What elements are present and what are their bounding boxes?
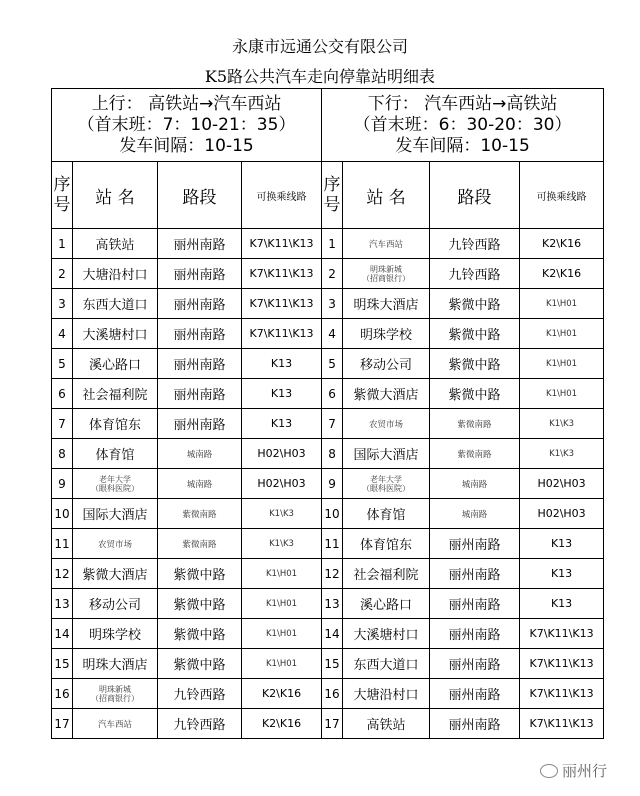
col-transfer: 可换乘线路 [520,162,604,229]
row-number: 11 [322,529,343,559]
row-number: 1 [52,229,73,259]
station-name: 溪心路口 [343,589,430,619]
station-name: 紫微大酒店 [73,559,158,589]
row-number: 12 [322,559,343,589]
row-number: 2 [52,259,73,289]
transfer-lines: K13 [242,409,322,439]
station-name: 东西大道口 [343,649,430,679]
road-name: 丽州南路 [158,379,242,409]
transfer-lines: K7\K11\K13 [520,619,604,649]
station-name: 农贸市场 [343,409,430,439]
row-number: 5 [322,349,343,379]
station-name: 明珠学校 [73,619,158,649]
row-number: 2 [322,259,343,289]
station-name: 大塘沿村口 [343,679,430,709]
col-road: 路段 [430,162,520,229]
table-row [52,379,604,409]
row-number: 7 [52,409,73,439]
transfer-lines: K7\K11\K13 [242,319,322,349]
station-name: 汽车西站 [73,709,158,739]
row-number: 9 [52,469,73,499]
road-name: 丽州南路 [158,229,242,259]
station-name: 国际大酒店 [343,439,430,469]
road-name: 紫微中路 [158,649,242,679]
upbound-interval: 发车间隔：10-15 [119,135,254,156]
road-name: 紫微中路 [430,289,520,319]
row-number: 17 [322,709,343,739]
table-row [52,619,604,649]
upbound-header [52,89,322,162]
row-number: 10 [52,499,73,529]
road-name: 紫微南路 [430,439,520,469]
table-row [52,589,604,619]
row-number: 4 [322,319,343,349]
road-name: 九铃西路 [158,709,242,739]
table-row [52,409,604,439]
road-name: 紫微中路 [158,619,242,649]
road-name: 丽州南路 [430,619,520,649]
station-name: 明珠新城 （招商银行） [73,679,158,709]
road-name: 丽州南路 [158,319,242,349]
transfer-lines: K1\H01 [520,289,604,319]
col-transfer: 可换乘线路 [242,162,322,229]
col-seq: 序号 [322,162,343,229]
row-number: 9 [322,469,343,499]
row-number: 1 [322,229,343,259]
transfer-lines: K13 [520,529,604,559]
station-name: 体育馆东 [73,409,158,439]
transfer-lines: K1\H01 [242,559,322,589]
table-row [52,289,604,319]
row-number: 7 [322,409,343,439]
transfer-lines: K13 [242,349,322,379]
transfer-lines: H02\H03 [520,469,604,499]
station-name: 大溪塘村口 [343,619,430,649]
row-number: 16 [322,679,343,709]
station-name: 明珠大酒店 [343,289,430,319]
table-row [52,499,604,529]
road-name: 九铃西路 [430,259,520,289]
station-name: 明珠学校 [343,319,430,349]
row-number: 8 [322,439,343,469]
row-number: 6 [52,379,73,409]
table-row [52,649,604,679]
station-name: 体育馆东 [343,529,430,559]
transfer-lines: K7\K11\K13 [242,259,322,289]
transfer-lines: K7\K11\K13 [520,679,604,709]
road-name: 丽州南路 [158,289,242,319]
upbound-direction: 上行： 高铁站→汽车西站 [91,93,282,114]
station-name: 移动公司 [73,589,158,619]
transfer-lines: K13 [520,559,604,589]
transfer-lines: K1\K3 [242,529,322,559]
table-title: K5路公共汽车走向停靠站明细表 [204,67,436,86]
transfer-lines: K1\H01 [520,319,604,349]
station-name: 农贸市场 [73,529,158,559]
row-number: 16 [52,679,73,709]
road-name: 丽州南路 [430,529,520,559]
row-number: 10 [322,499,343,529]
road-name: 丽州南路 [430,559,520,589]
table-row [52,679,604,709]
station-name: 高铁站 [73,229,158,259]
road-name: 城南路 [430,469,520,499]
row-number: 15 [322,649,343,679]
transfer-lines: K2\K16 [242,709,322,739]
station-name: 大塘沿村口 [73,259,158,289]
station-name: 汽车西站 [343,229,430,259]
station-name: 体育馆 [343,499,430,529]
station-name: 老年大学 （眼科医院） [73,469,158,499]
row-number: 13 [52,589,73,619]
table-row [52,229,604,259]
transfer-lines: H02\H03 [242,469,322,499]
table-row [52,259,604,289]
table-row [52,559,604,589]
downbound-interval: 发车间隔：10-15 [395,135,530,156]
col-station: 站 名 [343,162,430,229]
upbound-times: （首末班：7：10-21：35） [77,114,296,135]
transfer-lines: K2\K16 [242,679,322,709]
road-name: 紫微南路 [430,409,520,439]
table-row [52,529,604,559]
row-number: 12 [52,559,73,589]
transfer-lines: K1\H01 [520,379,604,409]
station-name: 溪心路口 [73,349,158,379]
column-header-row [52,162,604,229]
table-row [52,349,604,379]
road-name: 九铃西路 [158,679,242,709]
transfer-lines: K1\H01 [520,349,604,379]
transfer-lines: K13 [242,379,322,409]
station-name: 体育馆 [73,439,158,469]
table-row [52,469,604,499]
row-number: 8 [52,439,73,469]
row-number: 5 [52,349,73,379]
transfer-lines: K1\H01 [242,589,322,619]
road-name: 丽州南路 [158,409,242,439]
col-seq: 序号 [52,162,73,229]
row-number: 3 [322,289,343,319]
watermark-text: 丽州行 [562,762,608,780]
schedule-table [51,88,604,739]
row-number: 13 [322,589,343,619]
road-name: 丽州南路 [430,589,520,619]
row-number: 17 [52,709,73,739]
station-name: 移动公司 [343,349,430,379]
row-number: 4 [52,319,73,349]
station-name: 明珠大酒店 [73,649,158,679]
transfer-lines: K1\H01 [242,649,322,679]
station-name: 社会福利院 [343,559,430,589]
transfer-lines: K2\K16 [520,229,604,259]
road-name: 丽州南路 [158,349,242,379]
road-name: 丽州南路 [158,259,242,289]
station-name: 老年大学 （眼科医院） [343,469,430,499]
road-name: 城南路 [430,499,520,529]
col-road: 路段 [158,162,242,229]
downbound-direction: 下行： 汽车西站→高铁站 [367,93,558,114]
road-name: 丽州南路 [430,709,520,739]
transfer-lines: K7\K11\K13 [242,289,322,319]
transfer-lines: K2\K16 [520,259,604,289]
wechat-icon [540,764,558,778]
transfer-lines: H02\H03 [242,439,322,469]
row-number: 14 [52,619,73,649]
transfer-lines: K7\K11\K13 [520,709,604,739]
station-name: 大溪塘村口 [73,319,158,349]
road-name: 丽州南路 [430,679,520,709]
row-number: 14 [322,619,343,649]
transfer-lines: H02\H03 [520,499,604,529]
station-name: 社会福利院 [73,379,158,409]
road-name: 紫微中路 [158,559,242,589]
station-name: 明珠新城 （招商银行） [343,259,430,289]
station-name: 东西大道口 [73,289,158,319]
road-name: 九铃西路 [430,229,520,259]
road-name: 丽州南路 [430,649,520,679]
road-name: 城南路 [158,439,242,469]
table-row [52,319,604,349]
transfer-lines: K1\K3 [242,499,322,529]
downbound-header [322,89,604,162]
station-name: 国际大酒店 [73,499,158,529]
table-row [52,709,604,739]
station-name: 高铁站 [343,709,430,739]
station-name: 紫微大酒店 [343,379,430,409]
downbound-times: （首末班：6：30-20：30） [353,114,572,135]
transfer-lines: K13 [520,589,604,619]
transfer-lines: K1\K3 [520,409,604,439]
transfer-lines: K1\K3 [520,439,604,469]
road-name: 紫微南路 [158,529,242,559]
row-number: 3 [52,289,73,319]
row-number: 6 [322,379,343,409]
road-name: 紫微中路 [430,319,520,349]
road-name: 紫微南路 [158,499,242,529]
table-row [52,439,604,469]
road-name: 紫微中路 [158,589,242,619]
transfer-lines: K1\H01 [242,619,322,649]
road-name: 城南路 [158,469,242,499]
road-name: 紫微中路 [430,379,520,409]
row-number: 11 [52,529,73,559]
row-number: 15 [52,649,73,679]
transfer-lines: K7\K11\K13 [520,649,604,679]
watermark [540,760,607,781]
col-station: 站 名 [73,162,158,229]
transfer-lines: K7\K11\K13 [242,229,322,259]
road-name: 紫微中路 [430,349,520,379]
company-title: 永康市远通公交有限公司 [231,37,408,56]
